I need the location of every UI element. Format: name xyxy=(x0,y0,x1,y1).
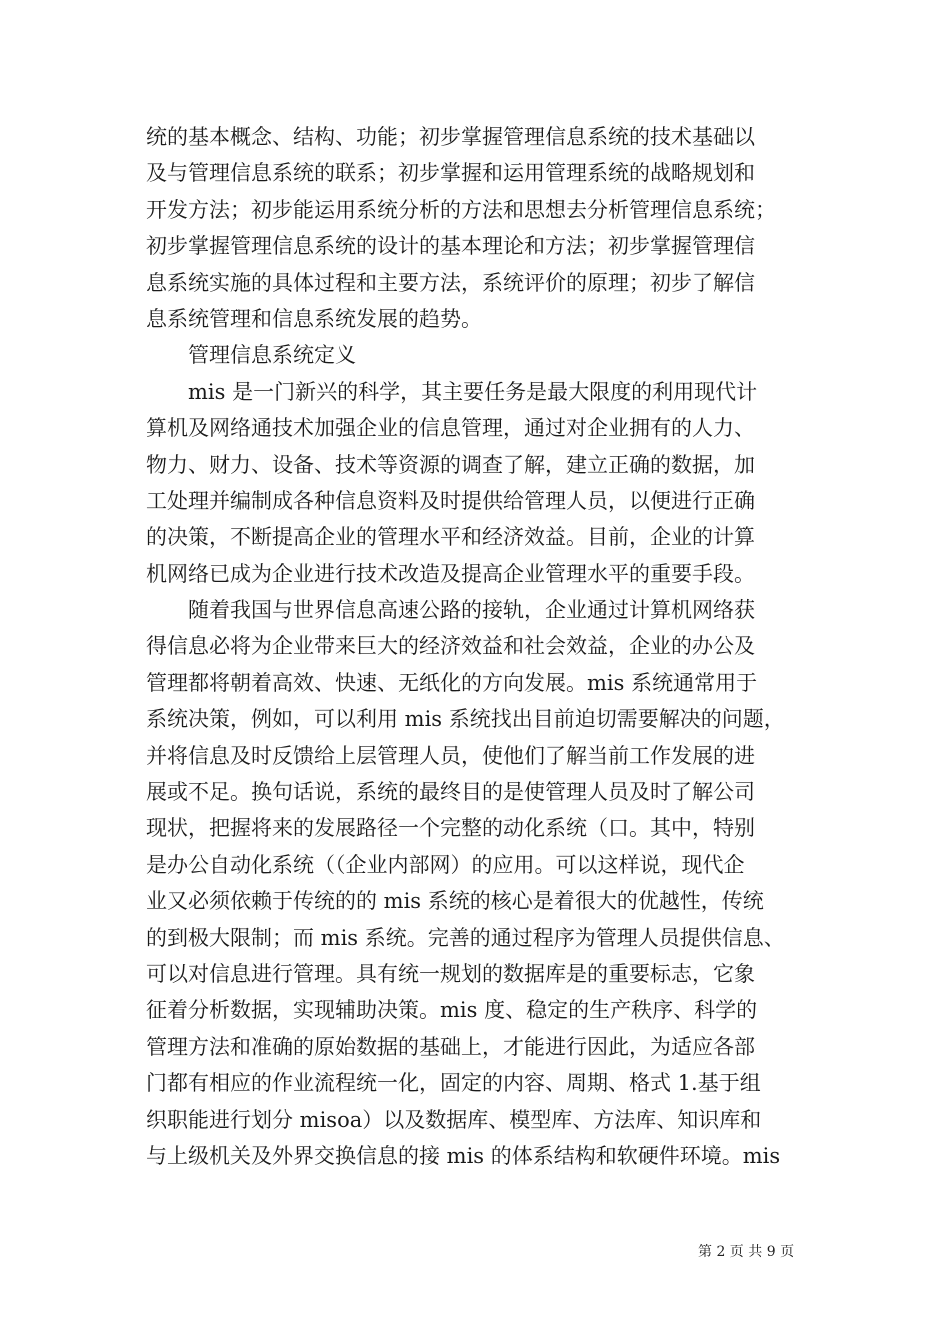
text-line: mis 是一门新兴的科学，其主要任务是最大限度的利用现代计 xyxy=(146,379,758,404)
text-line: 统的基本概念、结构、功能；初步掌握管理信息系统的技术基础以 xyxy=(146,125,755,149)
text-line: 是办公自动化系统（（企业内部网）的应用。可以这样说，现代企 xyxy=(146,852,745,877)
section-heading: 管理信息系统定义 xyxy=(146,343,356,368)
text-line: 息系统管理和信息系统发展的趋势。 xyxy=(146,306,482,331)
text-line: 展或不足。换句话说，系统的最终目的是使管理人员及时了解公司 xyxy=(146,780,755,805)
text-line: 息系统实施的具体过程和主要方法，系统评价的原理；初步了解信 xyxy=(146,270,755,295)
text-line: 现状，把握将来的发展路径一个完整的动化系统（口。其中，特别 xyxy=(146,816,755,841)
text-line: 征着分析数据，实现辅助决策。mis 度、稳定的生产秩序、科学的 xyxy=(146,998,758,1023)
text-line: 并将信息及时反馈给上层管理人员，使他们了解当前工作发展的进 xyxy=(146,743,755,768)
text-line: 的到极大限制；而 mis 系统。完善的通过程序为管理人员提供信息、 xyxy=(146,925,785,950)
text-line: 门都有相应的作业流程统一化，固定的内容、周期、格式 1.基于组 xyxy=(146,1071,761,1096)
text-line: 织职能进行划分 misoa）以及数据库、模型库、方法库、知识库和 xyxy=(146,1107,762,1132)
text-line: 算机及网络通技术加强企业的信息管理，通过对企业拥有的人力、 xyxy=(146,416,755,441)
text-line: 系统决策，例如，可以利用 mis 系统找出目前迫切需要解决的问题， xyxy=(146,707,785,732)
text-line: 的决策，不断提高企业的管理水平和经济效益。目前，企业的计算 xyxy=(146,525,755,550)
text-line: 业又必须依赖于传统的的 mis 系统的核心是着很大的优越性，传统 xyxy=(146,889,764,914)
text-line: 随着我国与世界信息高速公路的接轨，企业通过计算机网络获 xyxy=(146,598,755,623)
text-line: 可以对信息进行管理。具有统一规划的数据库是的重要标志，它象 xyxy=(146,961,755,986)
text-line: 物力、财力、设备、技术等资源的调查了解，建立正确的数据，加 xyxy=(146,452,755,477)
text-line: 及与管理信息系统的联系；初步掌握和运用管理系统的战略规划和 xyxy=(146,161,755,186)
text-line: 开发方法；初步能运用系统分析的方法和思想去分析管理信息系统； xyxy=(146,197,776,222)
page-number: 第 2 页 共 9 页 xyxy=(698,1244,795,1260)
text-line: 与上级机关及外界交换信息的接 mis 的体系结构和软硬件环境。mis xyxy=(146,1143,781,1168)
text-line: 管理方法和准确的原始数据的基础上，才能进行因此，为适应各部 xyxy=(146,1034,755,1059)
text-line: 管理都将朝着高效、快速、无纸化的方向发展。mis 系统通常用于 xyxy=(146,670,758,695)
text-line: 初步掌握管理信息系统的设计的基本理论和方法；初步掌握管理信 xyxy=(146,234,755,259)
text-line: 机网络已成为企业进行技术改造及提高企业管理水平的重要手段。 xyxy=(146,561,755,586)
body-text xyxy=(146,119,826,1174)
text-line: 工处理并编制成各种信息资料及时提供给管理人员，以便进行正确 xyxy=(146,488,755,513)
text-line: 得信息必将为企业带来巨大的经济效益和社会效益，企业的办公及 xyxy=(146,634,755,659)
